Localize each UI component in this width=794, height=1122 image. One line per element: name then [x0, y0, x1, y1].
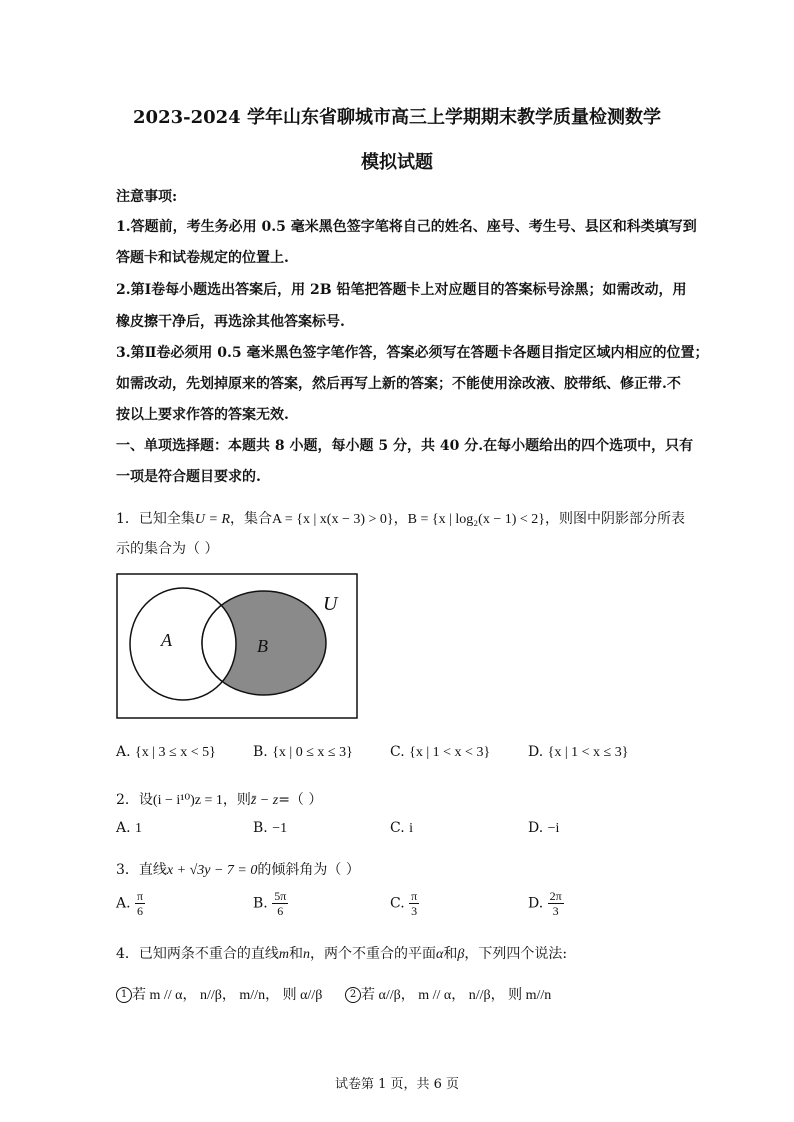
note-3-line-1: 3.第Ⅱ卷必须用 0.5 毫米黑色签字笔作答，答案必须写在答题卡各题目指定区域内相应的位置； [116, 345, 709, 361]
q1-set-b: B = {x | log₂(x − 1) < 2} [407, 512, 545, 527]
note-3-line-3: 按以上要求作答的答案无效. [116, 407, 289, 423]
q1-option-d[interactable]: D. {x | 1 < x ≤ 3} [528, 744, 629, 760]
q2-option-a[interactable]: A. 1 [116, 820, 143, 836]
q3-option-b[interactable]: B. $\frac{5\pi}{6}$ [253, 889, 287, 918]
page-footer: 试卷第 1 页，共 6 页 [334, 1077, 460, 1092]
q2-option-b[interactable]: B. −1 [253, 820, 288, 836]
note-1-line-1: 1.答题前，考生务必用 0.5 毫米黑色签字笔将自己的姓名、座号、考生号、县区和科类填写到 [116, 219, 697, 235]
label-b: B [257, 636, 268, 656]
label-a: A [161, 630, 172, 650]
note-2-line-2: 橡皮擦干净后，再选涂其他答案标号. [116, 314, 345, 330]
q3-expr: x + √3y − 7 = 0 [166, 863, 258, 878]
q2-stem: 2．设(i − i¹⁰)z = 1，则z̄ − z=（ ） [116, 792, 323, 808]
q1-prefix: 1．已知全集 [116, 511, 195, 527]
page-subtitle: 模拟试题 [361, 152, 433, 173]
q1-option-b[interactable]: B. {x | 0 ≤ x ≤ 3} [253, 744, 353, 760]
q4-statement-1: 1 若 m // α， n//β， m//n， 则 α//β [116, 984, 322, 1004]
q3-stem: 3．直线x + √3y − 7 = 0的倾斜角为（ ） [116, 862, 360, 878]
q1-set-a: A = {x | x(x − 3) > 0} [272, 512, 394, 527]
venn-diagram [116, 573, 359, 720]
q1-comma: ， [393, 511, 408, 527]
label-u: U [323, 593, 338, 615]
q4-stem: 4．已知两条不重合的直线m和n，两个不重合的平面α和β，下列四个说法: [116, 946, 568, 962]
q1-universe: U = R [194, 512, 231, 527]
q1-set-word: ，集合 [230, 511, 273, 527]
note-2-line-1: 2.第Ⅰ卷每小题选出答案后，用 2B 铅笔把答题卡上对应题目的答案标号涂黑；如需改动，用 [116, 282, 687, 298]
statement-2-marker: 2 [345, 987, 361, 1003]
statement-1-marker: 1 [116, 987, 132, 1003]
note-3-line-2: 如需改动，先划掉原来的答案，然后再写上新的答案；不能使用涂改液、胶带纸、修正带.不 [116, 376, 681, 392]
section-1-line-2: 一项是符合题目要求的. [116, 469, 261, 485]
q1-option-a[interactable]: A. {x | 3 ≤ x < 5} [116, 744, 216, 760]
q3-option-c[interactable]: C. $\frac{\pi}{3}$ [390, 889, 418, 918]
page-title: 2023-2024 学年山东省聊城市高三上学期期末教学质量检测数学 [133, 107, 661, 128]
note-1-line-2: 答题卡和试卷规定的位置上. [116, 250, 289, 266]
q1-stem-line-1 [116, 508, 685, 528]
q1-stem-line-2: 示的集合为（ ） [116, 541, 219, 557]
notes-heading: 注意事项: [116, 189, 178, 205]
q3-option-d[interactable]: D. $\frac{2\pi}{3}$ [528, 889, 562, 918]
q2-expr: (i − i¹⁰)z = 1 [152, 793, 223, 808]
section-1-line-1: 一、单项选择题：本题共 8 小题，每小题 5 分，共 40 分.在每小题给出的四个选项中，只有 [116, 438, 694, 454]
q1-suffix: ，则图中阴影部分所表 [545, 511, 685, 527]
q3-option-a[interactable]: A. $\frac{\pi}{6}$ [116, 889, 144, 918]
q2-expr-2: z̄ − z [250, 793, 279, 808]
q4-statement-2: 2 若 α//β， m // α， n//β， 则 m//n [345, 984, 551, 1004]
q2-option-d[interactable]: D. −i [528, 820, 560, 836]
q2-option-c[interactable]: C. i [390, 820, 414, 836]
q1-option-c[interactable]: C. {x | 1 < x < 3} [390, 744, 491, 760]
